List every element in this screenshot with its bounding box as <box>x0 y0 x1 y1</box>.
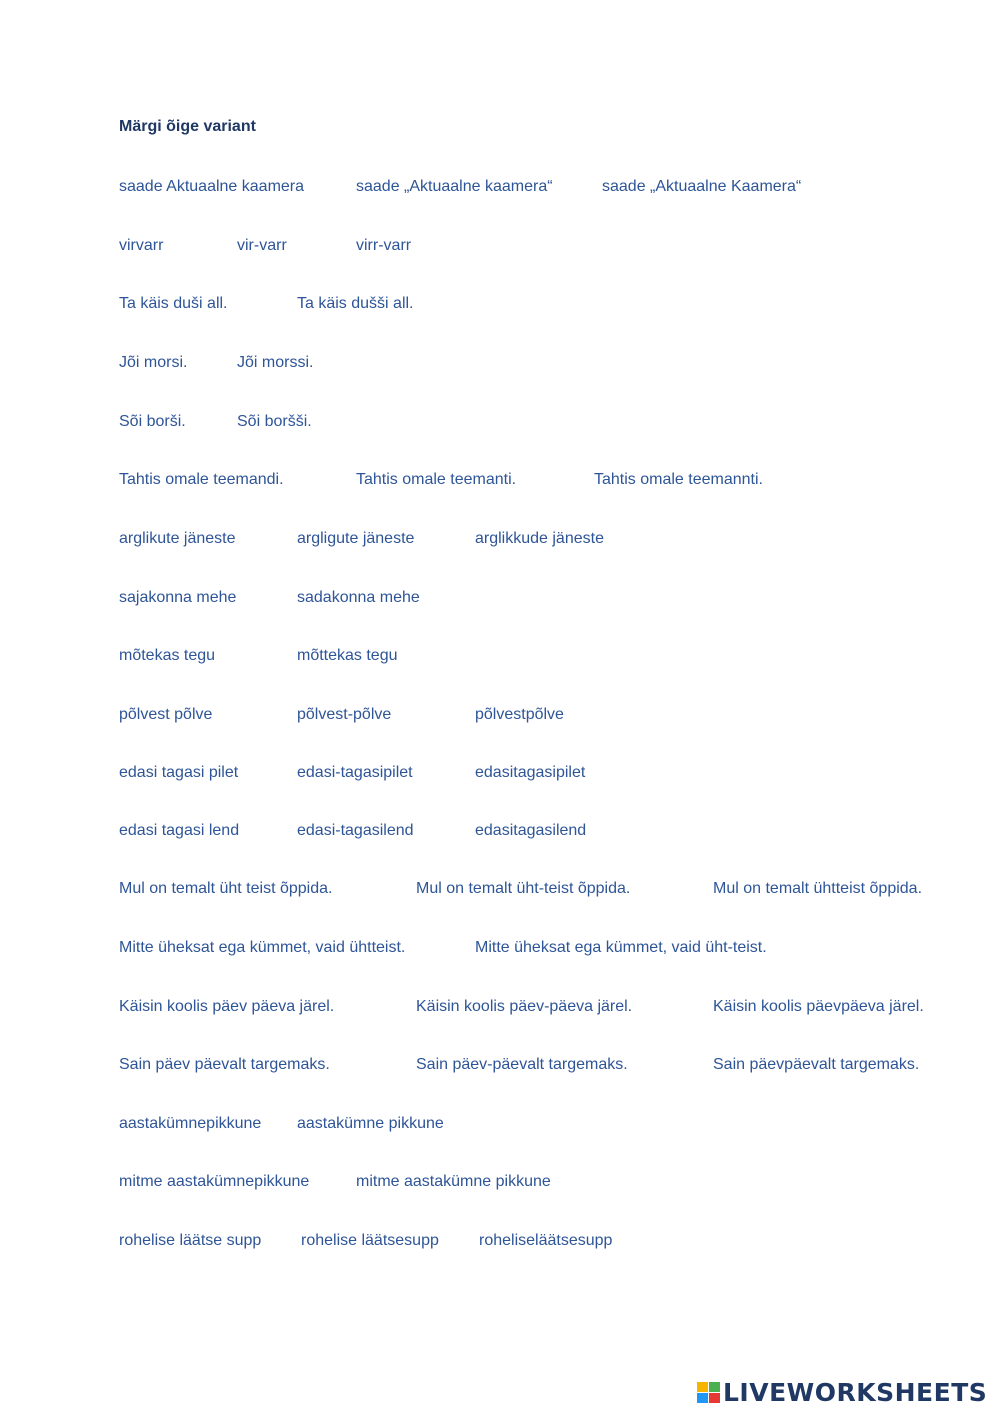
answer-option[interactable]: Mul on temalt üht teist õppida. <box>119 880 333 897</box>
answer-option[interactable]: põlvest-põlve <box>297 706 392 723</box>
answer-option[interactable]: Käisin koolis päev-päeva järel. <box>416 998 633 1015</box>
question-row <box>0 293 1000 317</box>
answer-option[interactable]: rohelise läätse supp <box>119 1232 262 1249</box>
answer-option[interactable]: Mul on temalt ühtteist õppida. <box>713 880 923 897</box>
answer-option[interactable]: argligute jäneste <box>297 530 415 547</box>
answer-option[interactable]: rohelise läätsesupp <box>301 1232 439 1249</box>
answer-option[interactable]: saade „Aktuaalne kaamera“ <box>356 178 553 195</box>
answer-option[interactable]: Sõi borši. <box>119 413 186 430</box>
question-row <box>0 704 1000 728</box>
answer-option[interactable]: saade „Aktuaalne Kaamera“ <box>602 178 802 195</box>
page-title: Märgi õige variant <box>119 118 256 135</box>
question-row <box>0 1054 1000 1078</box>
answer-option[interactable]: sadakonna mehe <box>297 589 420 606</box>
answer-option[interactable]: virvarr <box>119 237 164 254</box>
answer-option[interactable]: Sõi boršši. <box>237 413 312 430</box>
answer-option[interactable]: Mul on temalt üht-teist õppida. <box>416 880 631 897</box>
answer-option[interactable]: Ta käis dušši all. <box>297 295 414 312</box>
answer-option[interactable]: mõtekas tegu <box>119 647 216 664</box>
question-row <box>0 878 1000 902</box>
question-row <box>0 820 1000 844</box>
question-row <box>0 937 1000 961</box>
question-row <box>0 587 1000 611</box>
question-row <box>0 528 1000 552</box>
answer-option[interactable]: Tahtis omale teemanti. <box>356 471 517 488</box>
question-row <box>0 1230 1000 1254</box>
question-row <box>0 762 1000 786</box>
answer-option[interactable]: aastakümnepikkune <box>119 1115 262 1132</box>
answer-option[interactable]: Ta käis duši all. <box>119 295 228 312</box>
answer-option[interactable]: Tahtis omale teemandi. <box>119 471 284 488</box>
answer-option[interactable]: Sain päev päevalt targemaks. <box>119 1056 330 1073</box>
answer-option[interactable]: Sain päev-päevalt targemaks. <box>416 1056 628 1073</box>
answer-option[interactable]: arglikute jäneste <box>119 530 236 547</box>
answer-option[interactable]: põlvestpõlve <box>475 706 564 723</box>
question-row <box>0 1171 1000 1195</box>
answer-option[interactable]: edasi tagasi lend <box>119 822 240 839</box>
answer-option[interactable]: Jõi morssi. <box>237 354 314 371</box>
answer-option[interactable]: Mitte üheksat ega kümmet, vaid üht-teist. <box>475 939 767 956</box>
answer-option[interactable]: Mitte üheksat ega kümmet, vaid ühtteist. <box>119 939 406 956</box>
answer-option[interactable]: saade Aktuaalne kaamera <box>119 178 305 195</box>
answer-option[interactable]: arglikkude jäneste <box>475 530 604 547</box>
answer-option[interactable]: edasitagasipilet <box>475 764 586 781</box>
question-row <box>0 645 1000 669</box>
answer-option[interactable]: virr-varr <box>356 237 412 254</box>
answer-option[interactable]: põlvest põlve <box>119 706 213 723</box>
answer-option[interactable]: mõttekas tegu <box>297 647 398 664</box>
answer-option[interactable]: Käisin koolis päevpäeva järel. <box>713 998 924 1015</box>
answer-option[interactable]: Sain päevpäevalt targemaks. <box>713 1056 920 1073</box>
answer-option[interactable]: Käisin koolis päev päeva järel. <box>119 998 335 1015</box>
answer-option[interactable]: edasi-tagasilend <box>297 822 414 839</box>
answer-option[interactable]: Tahtis omale teemannti. <box>594 471 763 488</box>
answer-option[interactable]: mitme aastakümnepikkune <box>119 1173 310 1190</box>
answer-option[interactable]: roheliseläätsesupp <box>479 1232 613 1249</box>
answer-option[interactable]: edasitagasilend <box>475 822 587 839</box>
question-row <box>0 996 1000 1020</box>
answer-option[interactable]: sajakonna mehe <box>119 589 237 606</box>
question-row <box>0 352 1000 376</box>
question-row <box>0 411 1000 435</box>
logo-text: LIVEWORKSHEETS <box>723 1378 988 1407</box>
answer-option[interactable]: vir-varr <box>237 237 287 254</box>
answer-option[interactable]: edasi-tagasipilet <box>297 764 413 781</box>
answer-option[interactable]: mitme aastakümne pikkune <box>356 1173 551 1190</box>
question-row <box>0 1113 1000 1137</box>
question-row <box>0 235 1000 259</box>
question-row <box>0 469 1000 493</box>
answer-option[interactable]: edasi tagasi pilet <box>119 764 239 781</box>
question-row <box>0 176 1000 200</box>
answer-option[interactable]: Jõi morsi. <box>119 354 188 371</box>
logo-blocks-icon <box>697 1382 723 1406</box>
answer-option[interactable]: aastakümne pikkune <box>297 1115 444 1132</box>
liveworksheets-logo <box>697 1378 995 1408</box>
